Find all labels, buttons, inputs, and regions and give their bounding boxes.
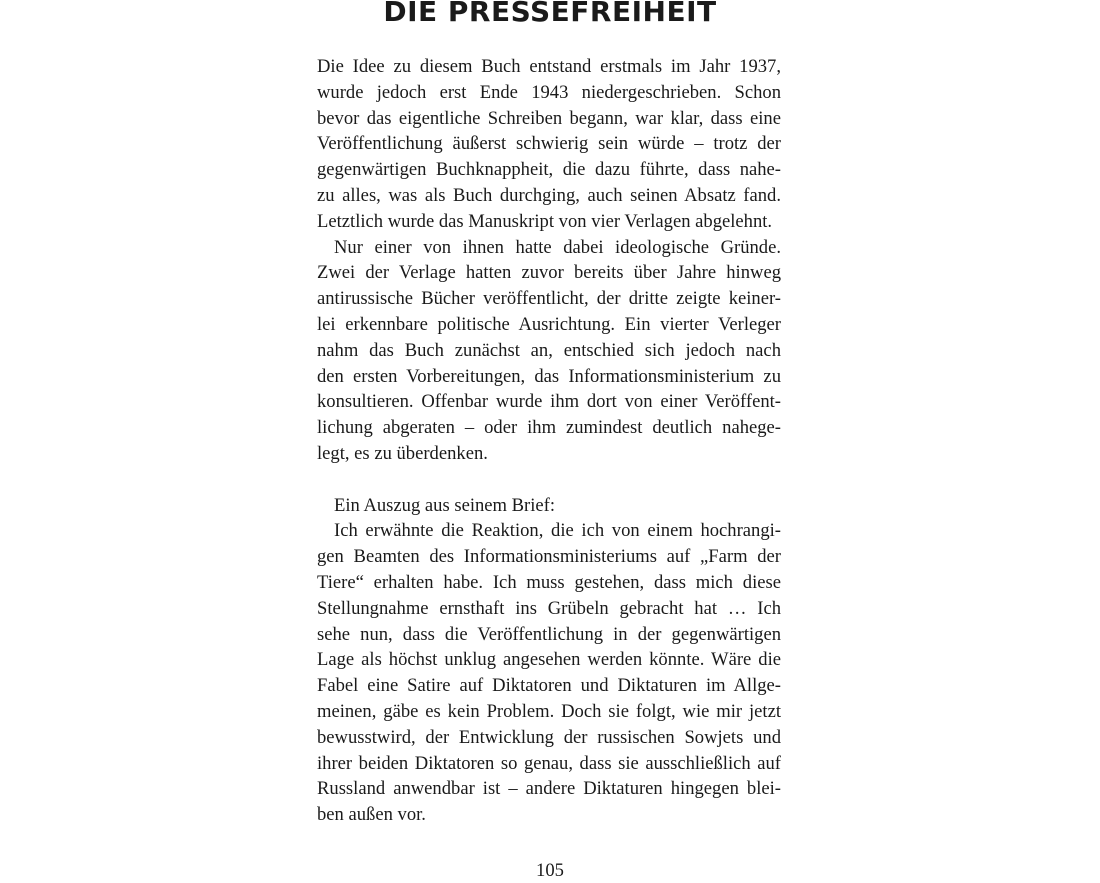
text-line: Nur einer von ihnen hatte dabei ideologische Gründe. [334,236,781,258]
paragraph [317,54,781,235]
text-line: Ich erwähnte die Reaktion, die ich von einem hochrangi- [334,520,781,542]
text-line: lichung abgeraten – oder ihm zumindest deutlich nahege- [317,417,781,439]
text-line: konsultieren. Offenbar wurde ihm dort von einer Veröffent- [317,391,781,413]
text-line: wurde jedoch erst Ende 1943 niedergeschrieben. Schon [317,81,781,103]
text-line: Tiere“ erhalten habe. Ich muss gestehen, dass mich diese [317,571,781,593]
body-text [317,54,781,828]
paragraph-gap [317,467,781,493]
text-line: bewusstwird, der Entwicklung der russischen Sowjets und [317,726,781,748]
text-line: gegenwärtigen Buchknappheit, die dazu führte, dass nahe- [317,159,781,181]
text-line: den ersten Vorbereitungen, das Informationsministerium zu [317,365,781,387]
paragraph [317,518,781,828]
text-line: Die Idee zu diesem Buch entstand erstmals im Jahr 1937, [317,56,781,77]
text-line: Russland anwendbar ist – andere Diktaturen hingegen blei- [317,778,781,800]
text-line: legt, es zu überdenken. [317,442,488,464]
text-line: lei erkennbare politische Ausrichtung. Ein vierter Verleger [317,313,781,335]
text-line: Stellungnahme ernsthaft ins Grübeln gebracht hat … Ich [317,597,781,619]
text-line: Veröffentlichung äußerst schwierig sein würde – trotz der [317,133,781,155]
text-line: antirussische Bücher veröffentlicht, der dritte zeigte keiner- [317,288,781,310]
paragraph [317,493,781,519]
text-line: Fabel eine Satire auf Diktatoren und Diktaturen im Allge- [317,675,781,697]
text-line: bevor das eigentliche Schreiben begann, war klar, dass eine [317,107,781,129]
text-line: nahm das Buch zunächst an, entschied sich jedoch nach [317,339,781,361]
text-line: sehe nun, dass die Veröffentlichung in der gegenwärtigen [317,623,781,645]
text-line: Letztlich wurde das Manuskript von vier Verlagen abgelehnt. [317,210,773,232]
text-line: gen Beamten des Informationsministeriums auf „Farm der [317,546,781,568]
text-line: meinen, gäbe es kein Problem. Doch sie folgt, wie mir jetzt [317,700,781,722]
text-line: zu alles, was als Buch durchging, auch seinen Absatz fand. [317,184,781,206]
text-line: Ein Auszug aus seinem Brief: [334,494,556,516]
text-line: Zwei der Verlage hatten zuvor bereits über Jahre hinweg [317,262,781,284]
page-number: 105 [536,860,564,881]
text-line: Lage als höchst unklug angesehen werden könnte. Wäre die [317,649,781,671]
text-line: ihrer beiden Diktatoren so genau, dass sie ausschließlich auf [317,752,781,774]
text-line: ben außen vor. [317,804,426,826]
page-title: DIE PRESSEFREIHEIT [383,0,717,28]
paragraph [317,235,781,467]
